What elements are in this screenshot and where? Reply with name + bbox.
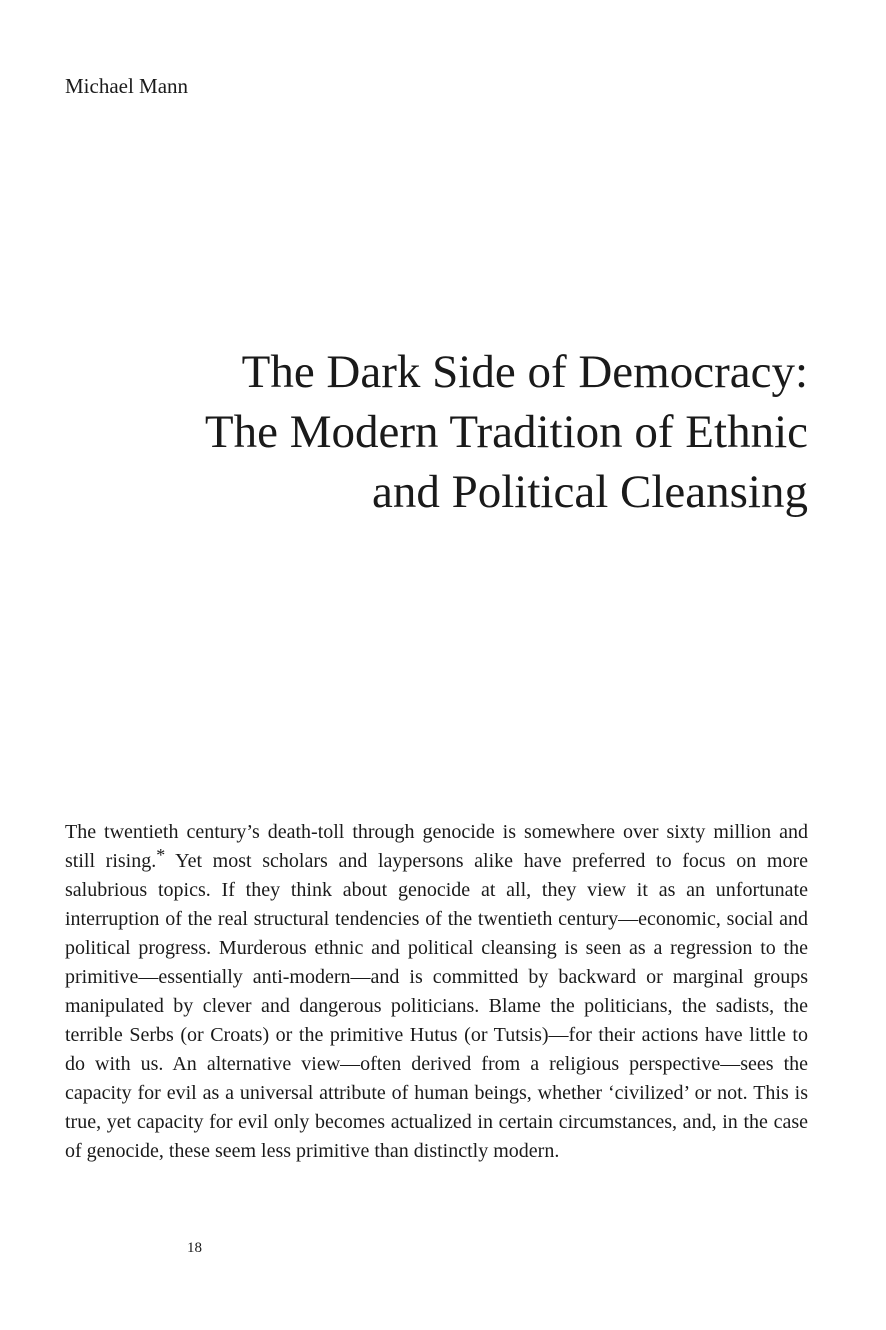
title-line-3: and Political Cleansing bbox=[372, 466, 808, 518]
article-title bbox=[108, 342, 808, 522]
title-line-2: The Modern Tradition of Ethnic bbox=[204, 406, 808, 458]
title-line-1: The Dark Side of Democracy: bbox=[241, 346, 808, 398]
page-number: 18 bbox=[187, 1240, 202, 1256]
author-name: Michael Mann bbox=[65, 74, 189, 98]
body-text-part-1: The twentieth century’s death-toll through genocide is somewhere over sixty million and still rising. bbox=[65, 821, 808, 872]
body-text-part-2: Yet most scholars and laypersons alike have preferred to focus on more salubrious topics. If they think about genocide at all, they view it as an unfortunate interruption of the real structural tendencies of the twentieth century—economic, social and political progress. Murderous ethnic and political cleansing is seen as a regression to the primitive—essentially anti-modern—and is committed by backward or marginal groups manipulated by clever and dangerous politicians. Blame the politicians, the sadists, the terrible Serbs (or Croats) or the primitive Hutus (or Tutsis)—for their actions have little to do with us. An alternative view—often derived from a religious perspective—sees the capacity for evil as a universal attribute of human beings, whether ‘civilized’ or not. This is true, yet capacity for evil only becomes actualized in certain circumstances, and, in the case of genocide, these seem less primitive than distinctly modern. bbox=[65, 850, 808, 1162]
footnote-marker[interactable]: * bbox=[156, 845, 166, 865]
body-paragraph bbox=[65, 818, 808, 1166]
